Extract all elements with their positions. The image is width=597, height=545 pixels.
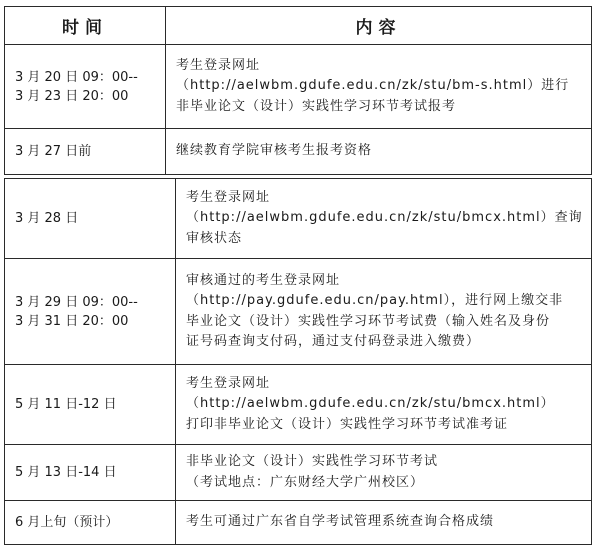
content-line: 审核通过的考生登录网址	[186, 272, 341, 288]
schedule-table-bottom	[4, 178, 592, 545]
time-cell	[5, 179, 176, 259]
table-row	[5, 365, 592, 445]
header-content: 内容	[166, 7, 592, 45]
time-line: 5 月 11 日-12 日	[15, 397, 117, 412]
content-line: 打印非毕业论文（设计）实践性学习环节考试准考证	[186, 416, 509, 432]
table-row	[5, 445, 592, 501]
content-line: （http://pay.gdufe.edu.cn/pay.html），进行网上缴交非	[186, 293, 564, 308]
content-line: 非毕业论文（设计）实践性学习环节考试	[186, 454, 439, 469]
header-time: 时间	[5, 7, 166, 45]
content-line: 证号码查询支付码，通过支付码登录进入缴费）	[186, 334, 481, 349]
content-line: （http://aelwbm.gdufe.edu.cn/zk/stu/bmcx.html）	[186, 396, 555, 412]
content-cell	[176, 179, 592, 259]
content-line: （http://aelwbm.gdufe.edu.cn/zk/stu/bmcx.html）查询	[186, 210, 583, 226]
time-line: 3 月 20 日 09：00--	[15, 69, 138, 85]
table-row	[5, 45, 592, 129]
content-line: 考生可通过广东省自学考试管理系统查询合格成绩	[186, 514, 495, 530]
content-line: 考生登录网址	[186, 375, 271, 391]
content-line: 继续教育学院审核考生报考资格	[176, 143, 373, 159]
header-row	[5, 7, 592, 45]
table-row	[5, 501, 592, 545]
content-cell	[176, 259, 592, 365]
time-cell	[5, 445, 176, 501]
time-line: 3 月 31 日 20：00	[15, 313, 129, 329]
time-cell	[5, 365, 176, 445]
content-cell	[176, 445, 592, 501]
time-line: 3 月 29 日 09：00--	[15, 294, 138, 310]
time-cell	[5, 259, 176, 365]
table-row	[5, 259, 592, 365]
time-line: 3 月 28 日	[15, 211, 79, 226]
content-cell	[176, 501, 592, 545]
content-line: 考生登录网址	[176, 57, 261, 73]
time-line: 3 月 27 日前	[15, 144, 92, 159]
time-cell	[5, 501, 176, 545]
schedule-table-top	[4, 6, 592, 175]
time-cell	[5, 45, 166, 129]
content-cell	[176, 365, 592, 445]
content-line: 非毕业论文（设计）实践性学习环节考试报考	[176, 98, 457, 114]
content-line: （http://aelwbm.gdufe.edu.cn/zk/stu/bm-s.html）进行	[176, 78, 570, 94]
time-line: 5 月 13 日-14 日	[15, 465, 117, 480]
time-line: 3 月 23 日 20：00	[15, 88, 129, 104]
content-cell	[166, 45, 592, 129]
table-row	[5, 129, 592, 175]
time-cell	[5, 129, 166, 175]
table-row	[5, 179, 592, 259]
content-line: （考试地点：广东财经大学广州校区）	[186, 474, 425, 490]
time-line: 6 月上旬（预计）	[15, 515, 119, 530]
content-line: 毕业论文（设计）实践性学习环节考试费（输入姓名及身份	[186, 313, 551, 329]
content-line: 审核状态	[186, 230, 243, 246]
content-cell	[166, 129, 592, 175]
content-line: 考生登录网址	[186, 189, 271, 205]
